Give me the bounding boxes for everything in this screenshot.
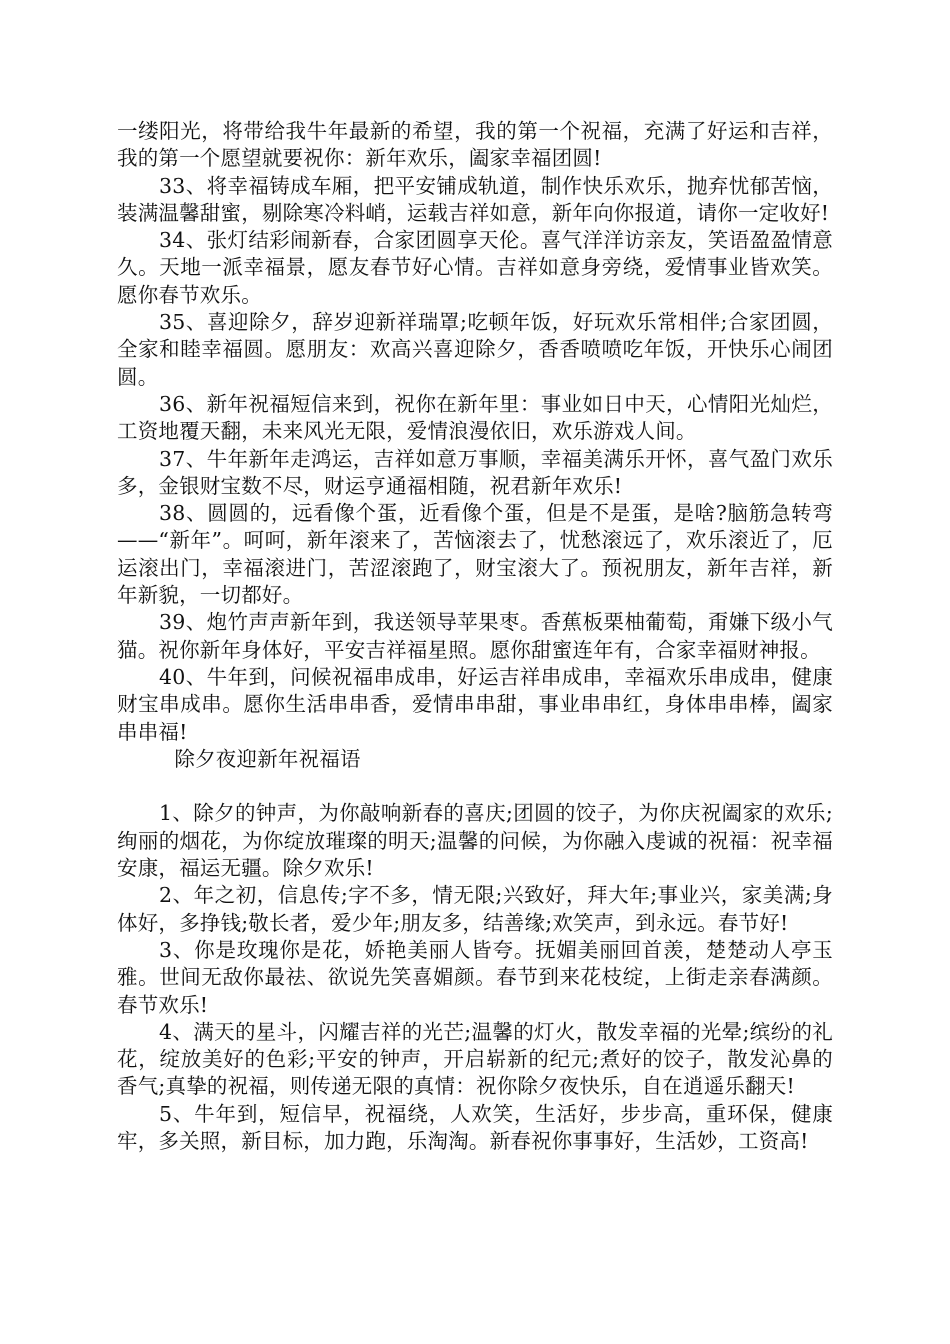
eve-blessing-item-2: 2、年之初，信息传;字不多，情无限;兴致好，拜大年;事业兴，家美满;身体好，多挣钱;敬长者，爱少年;朋友多，结善缘;欢笑声，到永远。春节好! <box>117 883 833 935</box>
eve-blessing-item-5: 5、牛年到，短信早，祝福绕，人欢笑，生活好，步步高，重环保，健康牢，多关照，新目标，加力跑，乐淘淘。新春祝你事事好，生活妙，工资高! <box>117 1101 833 1153</box>
blessing-item-35: 35、喜迎除夕，辞岁迎新祥瑞罩;吃顿年饭，好玩欢乐常相伴;合家团圆，全家和睦幸福圆。愿朋友：欢高兴喜迎除夕，香香喷喷吃年饭，开快乐心闹团圆。 <box>117 310 833 389</box>
blessing-item-34: 34、张灯结彩闹新春，合家团圆享天伦。喜气洋洋访亲友，笑语盈盈情意久。天地一派幸福景，愿友春节好心情。吉祥如意身旁绕，爱情事业皆欢笑。愿你春节欢乐。 <box>117 228 833 307</box>
eve-blessing-item-1: 1、除夕的钟声，为你敲响新春的喜庆;团圆的饺子，为你庆祝阖家的欢乐;绚丽的烟花，为你绽放璀璨的明天;温馨的问候，为你融入虔诚的祝福：祝幸福安康，福运无疆。除夕欢乐! <box>117 801 833 881</box>
section-title: 除夕夜迎新年祝福语 <box>174 746 361 771</box>
eve-blessing-item-3: 3、你是玫瑰你是花，娇艳美丽人皆夸。抚媚美丽回首羡，楚楚动人亭玉雅。世间无敌你最祛、欲说先笑喜媚颜。春节到来花枝绽，上街走亲春满颜。春节欢乐! <box>117 937 833 1017</box>
intro-paragraph: 一缕阳光，将带给我牛年最新的希望，我的第一个祝福，充满了好运和吉祥，我的第一个愿望就要祝你：新年欢乐，阖家幸福团圆! <box>117 119 833 171</box>
eve-blessing-item-4: 4、满天的星斗，闪耀吉祥的光芒;温馨的灯火，散发幸福的光晕;缤纷的礼花，绽放美好的色彩;平安的钟声，开启崭新的纪元;煮好的饺子，散发沁鼻的香气;真挚的祝福，则传递无限的真情：祝你除夕夜快乐，自在逍遥乐翻天! <box>117 1019 833 1099</box>
blessing-item-40: 40、牛年到，问候祝福串成串，好运吉祥串成串，幸福欢乐串成串，健康财宝串成串。愿你生活串串香，爱情串串甜，事业串串红，身体串串棒，阖家串串福! <box>117 664 833 744</box>
blessing-item-36: 36、新年祝福短信来到，祝你在新年里：事业如日中天，心情阳光灿烂，工资地覆天翻，未来风光无限，爱情浪漫依旧，欢乐游戏人间。 <box>117 391 833 444</box>
blessing-item-37: 37、牛年新年走鸿运，吉祥如意万事顺，幸福美满乐开怀，喜气盈门欢乐多，金银财宝数不尽，财运亨通福相随，祝君新年欢乐! <box>117 446 833 498</box>
document-body <box>117 118 833 1155</box>
blank-line <box>117 773 833 800</box>
blessing-item-38: 38、圆圆的，远看像个蛋，近看像个蛋，但是不是蛋，是啥?脑筋急转弯——“新年”。呵呵，新年滚来了，苦恼滚去了，忧愁滚远了，欢乐滚近了，厄运滚出门，幸福滚进门，苦涩滚跑了，财宝滚大了。预祝朋友，新年吉祥，新年新貌，一切都好。 <box>117 501 833 608</box>
blessing-item-33: 33、将幸福铸成车厢，把平安铺成轨道，制作快乐欢乐，抛弃忧郁苦恼，装满温馨甜蜜，剔除寒冷料峭，运载吉祥如意，新年向你报道，请你一定收好! <box>117 173 833 225</box>
blessing-item-39: 39、炮竹声声新年到，我送领导苹果枣。香蕉板栗柚葡萄，甭嫌下级小气猫。祝你新年身体好，平安吉祥福星照。愿你甜蜜连年有，合家幸福财神报。 <box>117 610 833 662</box>
